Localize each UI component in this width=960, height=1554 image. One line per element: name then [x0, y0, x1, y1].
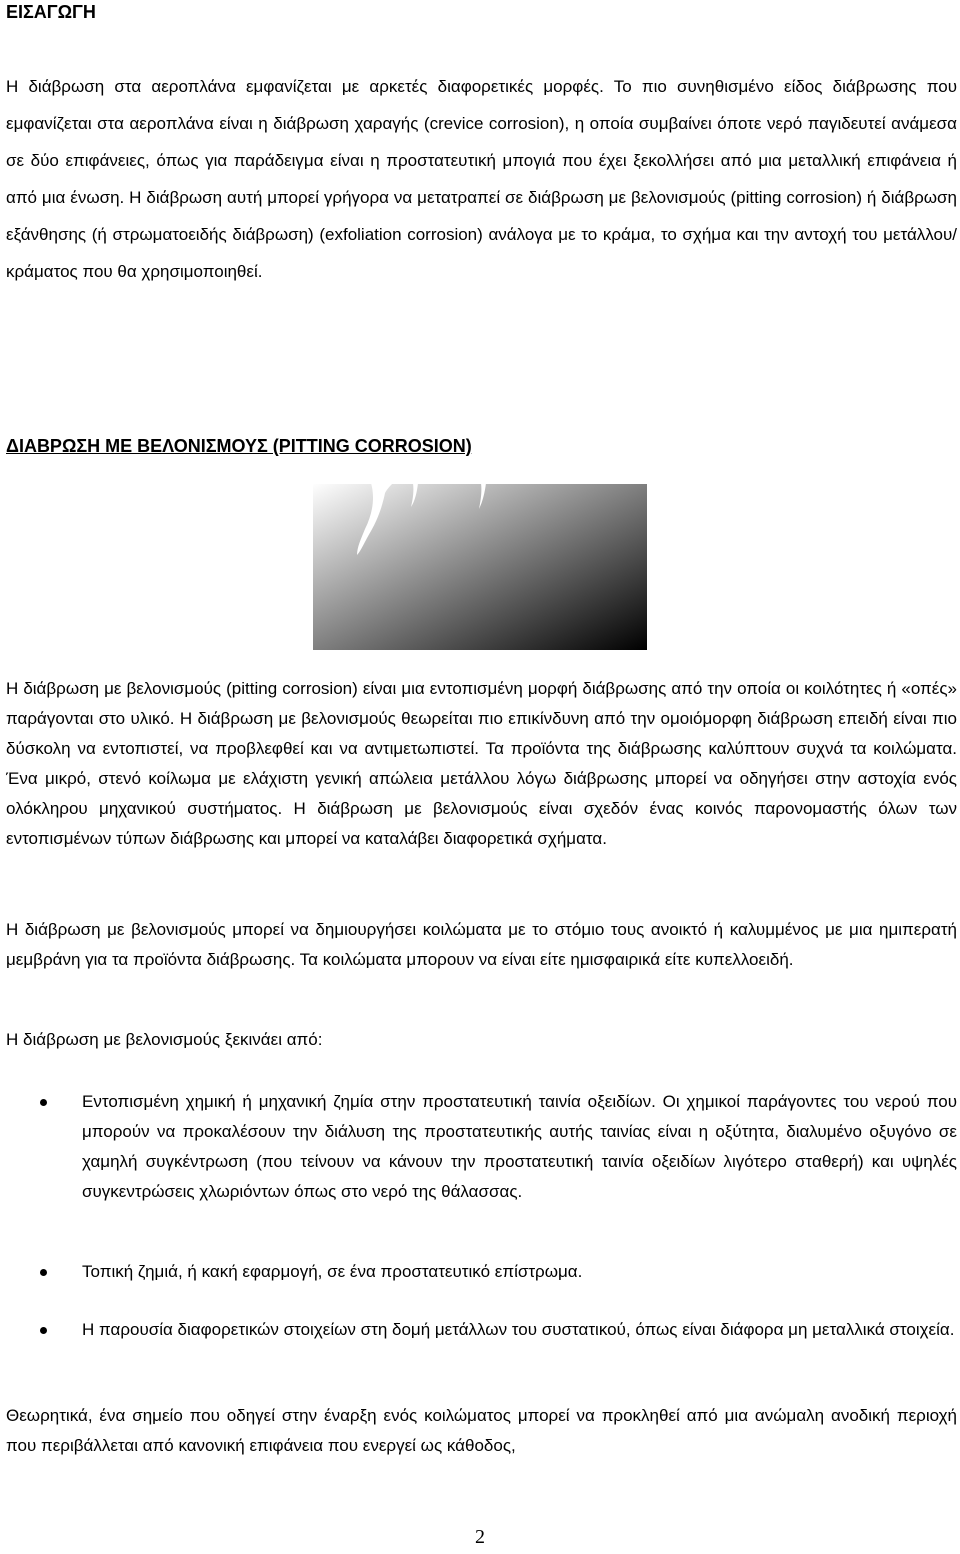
page-number: 2 — [475, 1526, 485, 1548]
pitting-paragraph-4: Θεωρητικά, ένα σημείο που οδηγεί στην έναρξη ενός κοιλώματος μπορεί να προκληθεί από μια ανώμαλη ανοδική περιοχή που περιβάλλεται από κανονική επιφάνεια που ενεργεί ως κάθοδος, — [6, 1406, 957, 1455]
pitting-paragraph-1: Η διάβρωση με βελονισμούς (pitting corrosion) είναι μια εντοπισμένη μορφή διάβρωσης από την οποία οι κοιλότητες ή «οπές» παράγονται στο υλικό. Η διάβρωση με βελονισμούς θεωρείται πιο επικίνδυνη από την ομοιόμορφη διάβρωση επειδή είναι πιο δύσκολη να εντοπιστεί, να προβλεφθεί και να αντιμετωπιστεί. Τα προϊόντα της διάβρωσης καλύπτουν συχνά τα κοιλώματα. Ένα μικρό, στενό κοίλωμα με ελάχιστη γενική απώλεια μετάλλου λόγω διάβρωσης μπορεί να οδηγήσει στην αστοχία ενός ολόκληρου μηχανικού συστήματος. Η διάβρωση με βελονισμούς είναι σχεδόν ένας κοινός παρονομαστής όλων των εντοπισμένων τύπων διάβρωσης και μπορεί να καταλάβει διαφορετικά σχήματα. — [6, 679, 957, 848]
pitting-paragraph-2: Η διάβρωση με βελονισμούς μπορεί να δημιουργήσει κοιλώματα με το στόμιο τους ανοικτό ή καλυμμένος με μια ημιπερατή μεμβράνη για τα προϊόντα διάβρωσης. Τα κοιλώματα μπορουν να είναι είτε ημισφαιρικά είτε κυπελλοειδή. — [6, 920, 957, 969]
intro-heading: ΕΙΣΑΓΩΓΗ — [6, 2, 96, 22]
bullet-icon — [40, 1099, 47, 1106]
metal-block — [313, 483, 647, 650]
bullet-icon — [40, 1327, 47, 1334]
list-item-text: Εντοπισμένη χημική ή μηχανική ζημία στην προστατευτική ταινία οξειδίων. Οι χημικοί παράγοντες του νερού που μπορούν να προκαλέσουν την διάλυση της προστατευτικής αυτής ταινίας είναι η οξύτητα, διαλυμένο οξυγόνο σε χαμηλή συγκέντρωση (που τείνουν να κάνουν την προστατευτική ταινία οξειδίων λιγότερο σταθερή) και υψηλές συγκεντρώσεις χλωριόντων όπως στο νερό της θάλασσας. — [82, 1092, 957, 1201]
list-item-text: Η παρουσία διαφορετικών στοιχείων στη δομή μετάλλων του συστατικού, όπως είναι διάφορα μη μεταλλικά στοιχεία. — [82, 1320, 955, 1339]
pitting-corrosion-figure — [313, 483, 647, 650]
intro-paragraph: Η διάβρωση στα αεροπλάνα εμφανίζεται με αρκετές διαφορετικές μορφές. Το πιο συνηθισμένο είδος διάβρωσης που εμφανίζεται στα αεροπλάνα είναι η διάβρωση χαραγής (crevice corrosion), η οποία συμβαίνει όποτε νερό παγιδευτεί ανάμεσα σε δύο επιφάνειες, όπως για παράδειγμα είναι η προστατευτική μπογιά που έχει ξεκολλήσει από μια μεταλλική επιφάνεια ή από μια ένωση. Η διάβρωση αυτή μπορεί γρήγορα να μετατραπεί σε διάβρωση με βελονισμούς (pitting corrosion) ή διάβρωση εξάνθησης (ή στρωματοειδής διάβρωση) (exfoliation corrosion) ανάλογα με το κράμα, το σχήμα και την αντοχή του μετάλλου/ κράματος που θα χρησιμοποιηθεί. — [6, 77, 957, 281]
bullet-icon — [40, 1269, 47, 1276]
list-item-text: Τοπική ζημιά, ή κακή εφαρμογή, σε ένα προστατευτικό επίστρωμα. — [82, 1262, 583, 1281]
pitting-paragraph-3: Η διάβρωση με βελονισμούς ξεκινάει από: — [6, 1030, 323, 1049]
pitting-heading: ΔΙΑΒΡΩΣΗ ΜΕ ΒΕΛΟΝΙΣΜΟΥΣ (PITTING CORROSION) — [6, 436, 472, 456]
